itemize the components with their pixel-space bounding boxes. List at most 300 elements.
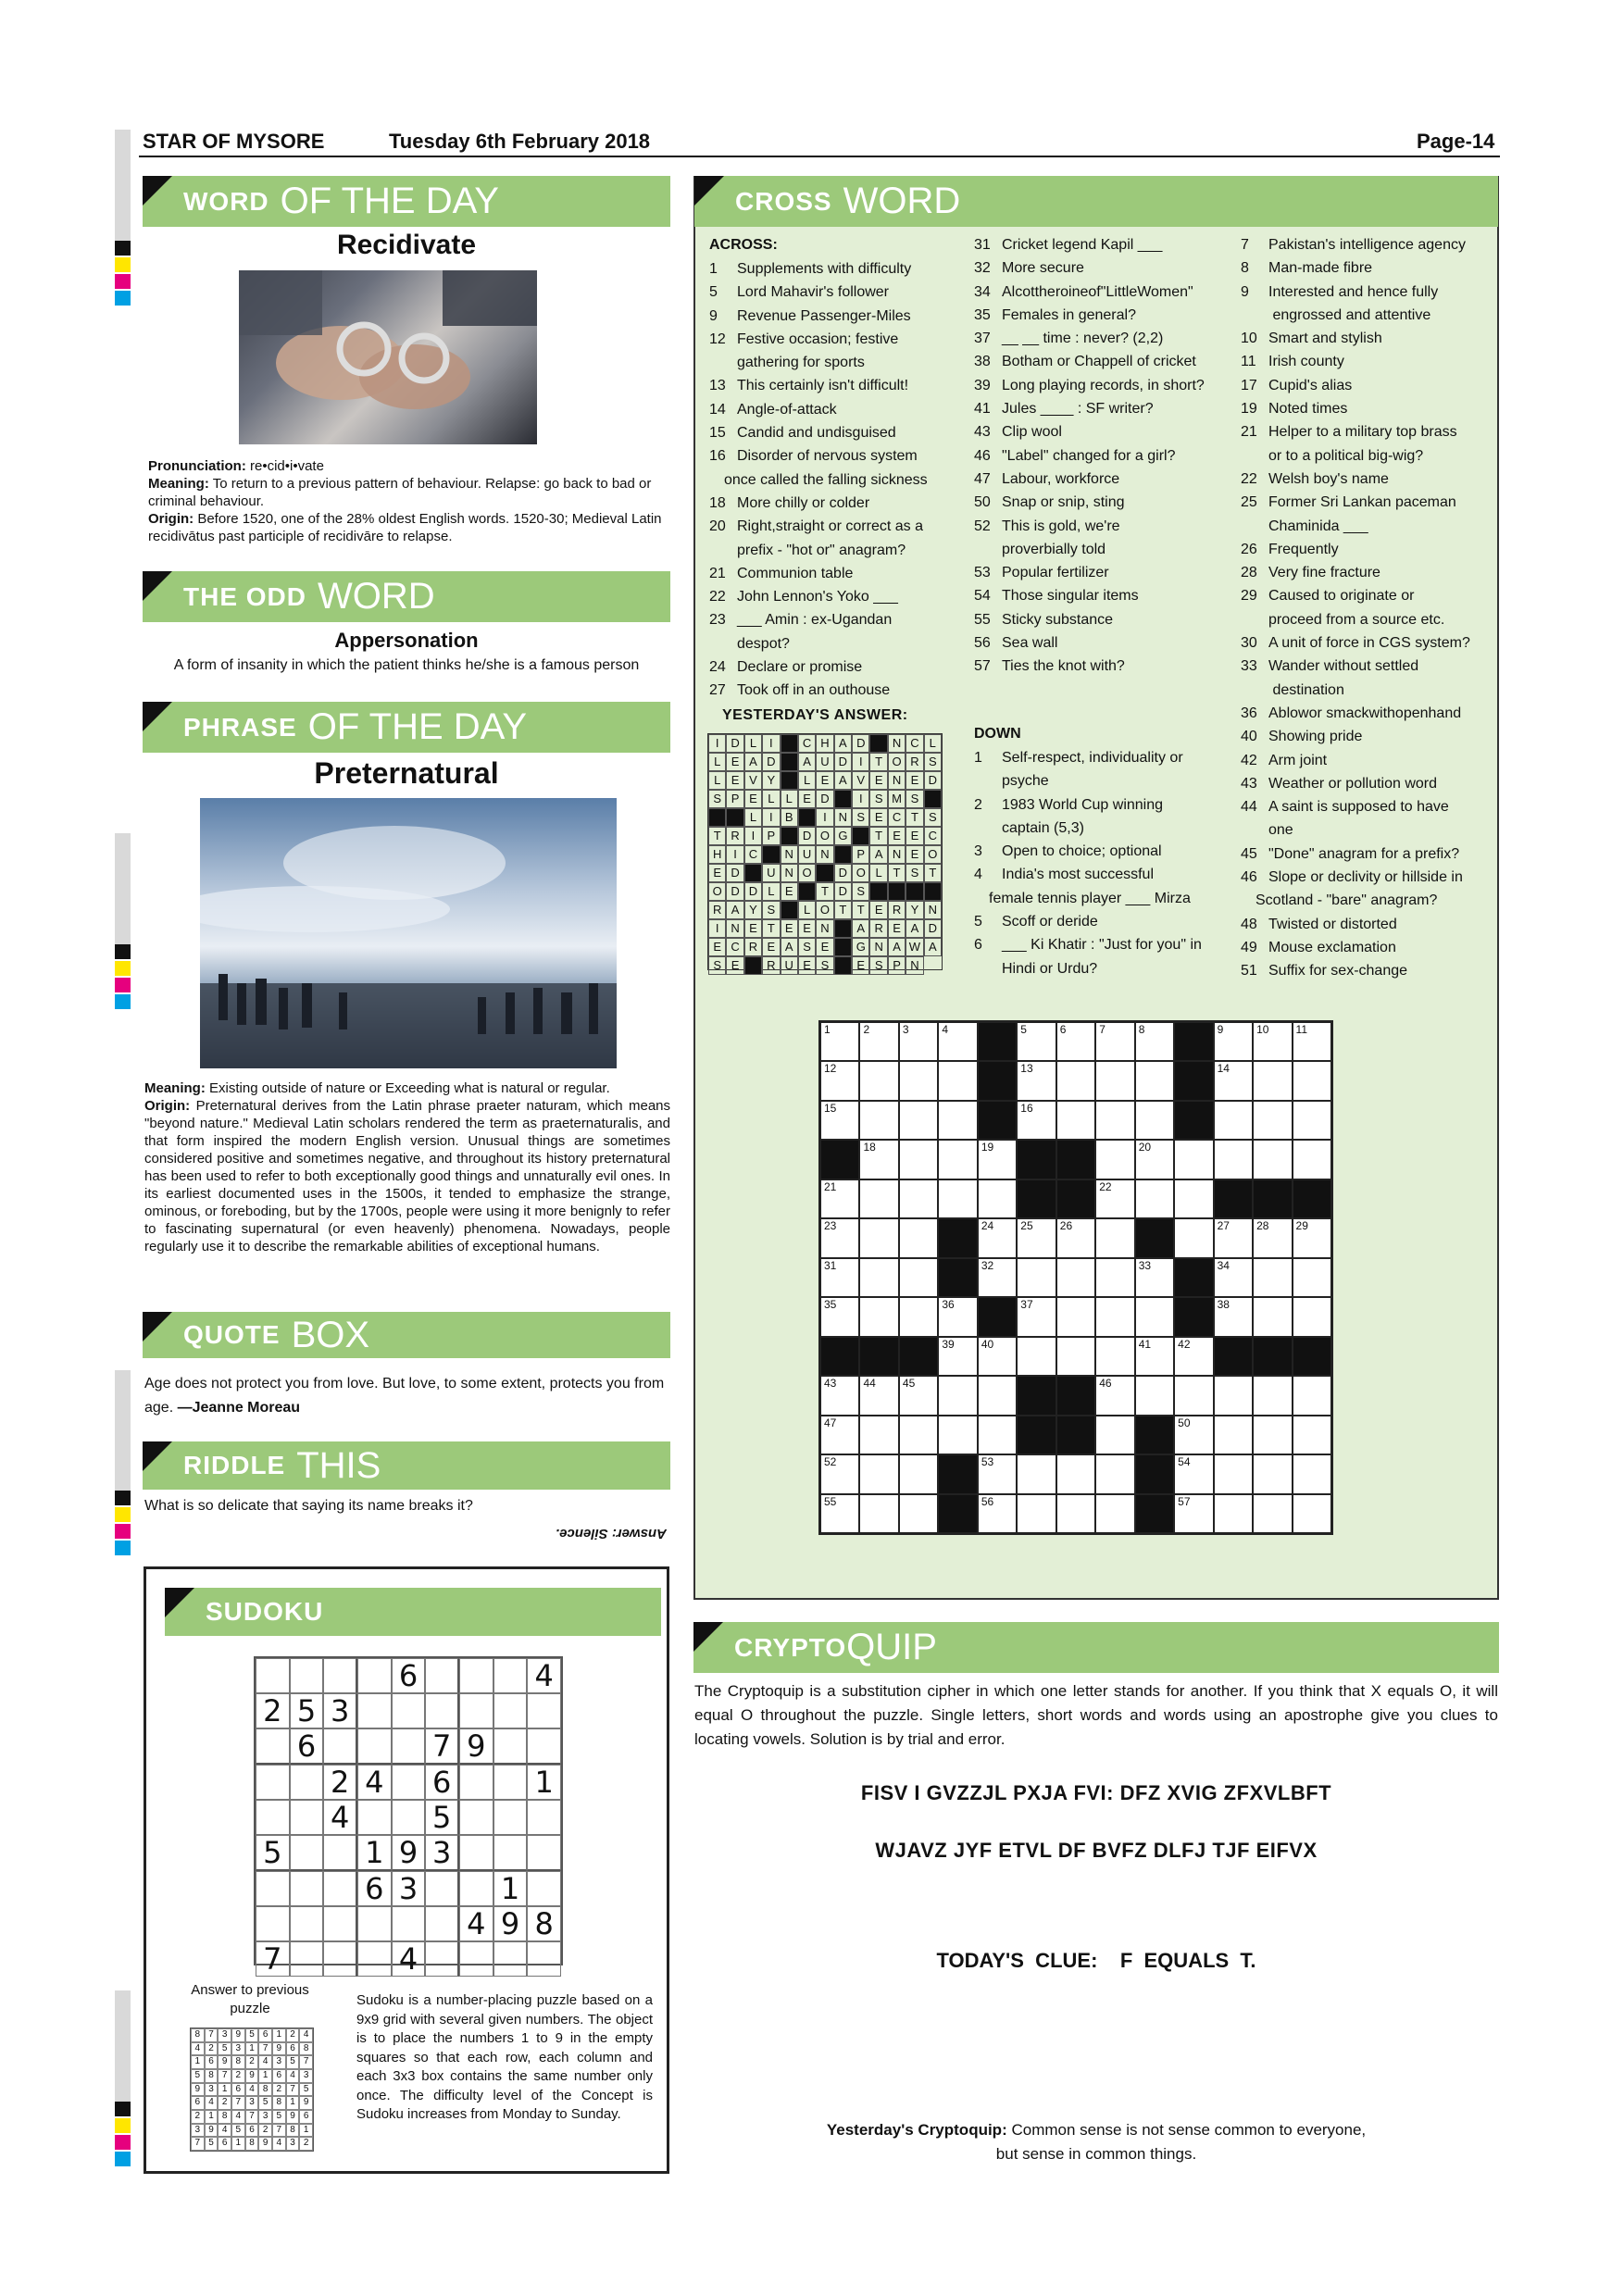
cell-number: 8 bbox=[1138, 1023, 1145, 1036]
crossword-cell[interactable] bbox=[1293, 1494, 1331, 1533]
crossword-cell[interactable] bbox=[1095, 1376, 1134, 1415]
crossword-cell[interactable] bbox=[1017, 1258, 1056, 1297]
crossword-grid[interactable] bbox=[818, 1020, 1333, 1535]
crossword-cell[interactable] bbox=[1293, 1454, 1331, 1493]
crossword-cell[interactable] bbox=[820, 1376, 859, 1415]
answer-cell: S bbox=[924, 808, 942, 827]
sudoku-cell[interactable] bbox=[493, 1765, 528, 1800]
sudoku-cell[interactable] bbox=[459, 1835, 493, 1871]
crossword-cell[interactable] bbox=[1174, 1376, 1213, 1415]
sudoku-cell[interactable]: 2 bbox=[323, 1765, 357, 1800]
crossword-cell[interactable] bbox=[899, 1416, 938, 1454]
crossword-cell[interactable] bbox=[1214, 1297, 1253, 1336]
sudoku-cell[interactable]: 5 bbox=[425, 1800, 459, 1835]
sudoku-cell[interactable]: 4 bbox=[357, 1765, 392, 1800]
crossword-cell[interactable] bbox=[1095, 1061, 1134, 1100]
answer-cell: 5 bbox=[245, 2028, 259, 2042]
crossword-cell[interactable] bbox=[899, 1454, 938, 1493]
crossword-cell[interactable] bbox=[1174, 1179, 1213, 1218]
answer-cell: 2 bbox=[205, 2042, 219, 2056]
answer-cell: E bbox=[798, 790, 816, 808]
crossword-cell[interactable] bbox=[1253, 1494, 1292, 1533]
crossword-cell[interactable] bbox=[1095, 1101, 1134, 1140]
answer-cell: 4 bbox=[205, 2096, 219, 2110]
crossword-cell[interactable] bbox=[1095, 1337, 1134, 1376]
sudoku-cell[interactable] bbox=[425, 1871, 459, 1906]
sudoku-cell[interactable] bbox=[527, 1871, 561, 1906]
reg-cyan bbox=[115, 2152, 131, 2166]
sudoku-cell[interactable] bbox=[425, 1658, 459, 1693]
sudoku-cell[interactable] bbox=[357, 1693, 392, 1728]
crossword-cell[interactable] bbox=[1253, 1454, 1292, 1493]
sudoku-cell[interactable] bbox=[527, 1941, 561, 1977]
crossword-cell bbox=[978, 1297, 1017, 1336]
crossword-cell[interactable] bbox=[938, 1061, 977, 1100]
crossword-cell[interactable] bbox=[1056, 1258, 1095, 1297]
sudoku-cell[interactable] bbox=[425, 1906, 459, 1941]
sudoku-cell[interactable] bbox=[493, 1800, 528, 1835]
clue bbox=[1241, 420, 1495, 443]
crossword-cell[interactable] bbox=[938, 1416, 977, 1454]
sudoku-cell[interactable] bbox=[357, 1800, 392, 1835]
sudoku-cell[interactable] bbox=[493, 1693, 528, 1728]
answer-cell: 9 bbox=[205, 2124, 219, 2138]
crossword-cell[interactable] bbox=[820, 1101, 859, 1140]
crossword-cell bbox=[1135, 1218, 1174, 1257]
sudoku-cell[interactable]: 6 bbox=[425, 1765, 459, 1800]
crossword-cell[interactable] bbox=[1095, 1454, 1134, 1493]
sudoku-cell[interactable] bbox=[425, 1693, 459, 1728]
sudoku-cell[interactable]: 1 bbox=[357, 1835, 392, 1871]
sudoku-cell[interactable] bbox=[323, 1871, 357, 1906]
sudoku-cell[interactable] bbox=[527, 1693, 561, 1728]
crossword-cell[interactable] bbox=[899, 1376, 938, 1415]
crossword-cell[interactable] bbox=[1056, 1061, 1095, 1100]
down-label: DOWN bbox=[974, 726, 1021, 742]
crossword-cell bbox=[1253, 1337, 1292, 1376]
crossword-cell[interactable] bbox=[1174, 1416, 1213, 1454]
answer-cell: E bbox=[816, 771, 833, 790]
answer-cell: S bbox=[708, 956, 726, 975]
sudoku-cell[interactable]: 7 bbox=[425, 1728, 459, 1765]
margin-bar bbox=[115, 1990, 131, 2102]
sudoku-cell[interactable] bbox=[527, 1835, 561, 1871]
crossword-cell[interactable] bbox=[1095, 1494, 1134, 1533]
sudoku-cell[interactable] bbox=[493, 1941, 528, 1977]
crossword-cell[interactable] bbox=[1135, 1297, 1174, 1336]
crossword-cell[interactable] bbox=[938, 1140, 977, 1179]
crossword-cell[interactable] bbox=[1214, 1218, 1253, 1257]
crossword-cell[interactable] bbox=[1056, 1218, 1095, 1257]
crossword-cell[interactable] bbox=[1214, 1061, 1253, 1100]
sudoku-cell[interactable]: 4 bbox=[323, 1800, 357, 1835]
crossword-cell[interactable] bbox=[1214, 1022, 1253, 1061]
sudoku-cell[interactable] bbox=[290, 1765, 324, 1800]
crossword-cell[interactable] bbox=[859, 1258, 898, 1297]
crossword-cell[interactable] bbox=[1214, 1376, 1253, 1415]
sudoku-cell[interactable] bbox=[392, 1693, 426, 1728]
crossword-cell[interactable] bbox=[1095, 1140, 1134, 1179]
sudoku-cell[interactable] bbox=[527, 1800, 561, 1835]
crossword-cell[interactable] bbox=[820, 1258, 859, 1297]
crossword-cell[interactable] bbox=[1017, 1101, 1056, 1140]
crossword-cell[interactable] bbox=[978, 1416, 1017, 1454]
sudoku-cell[interactable]: 9 bbox=[459, 1728, 493, 1765]
sudoku-cell[interactable]: 4 bbox=[392, 1941, 426, 1977]
crossword-cell[interactable] bbox=[978, 1337, 1017, 1376]
phrase-banner bbox=[143, 702, 670, 753]
clue bbox=[974, 910, 1243, 933]
crossword-cell[interactable] bbox=[1293, 1416, 1331, 1454]
sudoku-cell[interactable] bbox=[256, 1871, 290, 1906]
crossword-cell[interactable] bbox=[1056, 1022, 1095, 1061]
crossword-cell[interactable] bbox=[1135, 1140, 1174, 1179]
crossword-cell[interactable] bbox=[938, 1297, 977, 1336]
sudoku-cell[interactable] bbox=[323, 1658, 357, 1693]
sudoku-cell[interactable] bbox=[290, 1835, 324, 1871]
crossword-cell[interactable] bbox=[859, 1494, 898, 1533]
crossword-cell[interactable] bbox=[1253, 1218, 1292, 1257]
answer-cell: Y bbox=[906, 901, 923, 919]
crossword-cell[interactable] bbox=[859, 1179, 898, 1218]
crossword-cell[interactable] bbox=[1095, 1416, 1134, 1454]
crossword-cell[interactable] bbox=[1253, 1101, 1292, 1140]
crossword-cell[interactable] bbox=[820, 1061, 859, 1100]
sudoku-cell[interactable] bbox=[357, 1728, 392, 1765]
crossword-cell[interactable] bbox=[1174, 1218, 1213, 1257]
crossword-cell[interactable] bbox=[859, 1454, 898, 1493]
sudoku-cell[interactable]: 1 bbox=[527, 1765, 561, 1800]
cell-number: 39 bbox=[942, 1337, 955, 1351]
answer-cell: O bbox=[816, 827, 833, 845]
crossword-cell[interactable] bbox=[899, 1140, 938, 1179]
clue bbox=[709, 421, 978, 444]
answer-cell: D bbox=[852, 734, 869, 753]
answer-cell: 5 bbox=[258, 2096, 272, 2110]
crossword-cell bbox=[1056, 1416, 1095, 1454]
sudoku-cell[interactable]: 8 bbox=[527, 1906, 561, 1941]
answer-cell: 3 bbox=[231, 2042, 245, 2056]
answer-cell: 7 bbox=[191, 2137, 205, 2151]
crossword-cell[interactable] bbox=[1174, 1454, 1213, 1493]
sudoku-cell[interactable] bbox=[459, 1693, 493, 1728]
sudoku-cell[interactable] bbox=[425, 1941, 459, 1977]
crossword-cell[interactable] bbox=[978, 1218, 1017, 1257]
crossword-cell[interactable] bbox=[859, 1140, 898, 1179]
crossword-cell bbox=[938, 1218, 977, 1257]
crossword-cell[interactable] bbox=[1293, 1101, 1331, 1140]
crossword-cell[interactable] bbox=[820, 1022, 859, 1061]
crossword-cell[interactable] bbox=[859, 1101, 898, 1140]
crossword-cell[interactable] bbox=[1056, 1101, 1095, 1140]
clue bbox=[974, 397, 1243, 420]
clue-number: 1 bbox=[974, 750, 982, 766]
sudoku-cell[interactable] bbox=[392, 1906, 426, 1941]
answer-cell: Y bbox=[744, 901, 762, 919]
crossword-cell[interactable] bbox=[899, 1258, 938, 1297]
crossword-cell[interactable] bbox=[1253, 1258, 1292, 1297]
crossword-cell[interactable] bbox=[1095, 1258, 1134, 1297]
crossword-cell[interactable] bbox=[1174, 1337, 1213, 1376]
crossword-cell[interactable] bbox=[859, 1297, 898, 1336]
answer-cell: A bbox=[906, 919, 923, 938]
crossword-cell[interactable] bbox=[938, 1179, 977, 1218]
sudoku-cell[interactable] bbox=[256, 1906, 290, 1941]
clue-number: 8 bbox=[1241, 260, 1249, 277]
sudoku-cell[interactable]: 9 bbox=[392, 1835, 426, 1871]
crossword-cell[interactable] bbox=[1253, 1022, 1292, 1061]
answer-cell: N bbox=[726, 919, 743, 938]
cell-number: 46 bbox=[1099, 1377, 1112, 1391]
cell-number: 1 bbox=[824, 1023, 831, 1036]
crossword-cell[interactable] bbox=[978, 1140, 1017, 1179]
crossword-cell[interactable] bbox=[1135, 1022, 1174, 1061]
crossword-cell[interactable] bbox=[859, 1061, 898, 1100]
clue-number: 35 bbox=[974, 306, 991, 323]
sudoku-cell[interactable] bbox=[493, 1728, 528, 1765]
sudoku-grid[interactable] bbox=[254, 1656, 563, 1977]
sudoku-cell[interactable] bbox=[459, 1765, 493, 1800]
sudoku-cell[interactable] bbox=[290, 1800, 324, 1835]
sudoku-cell[interactable]: 3 bbox=[323, 1693, 357, 1728]
crossword-cell[interactable] bbox=[1214, 1101, 1253, 1140]
crossword-cell[interactable] bbox=[1095, 1022, 1134, 1061]
crossword-cell[interactable] bbox=[820, 1454, 859, 1493]
crossword-cell[interactable] bbox=[1253, 1376, 1292, 1415]
crossword-cell[interactable] bbox=[1214, 1416, 1253, 1454]
crossword-cell[interactable] bbox=[1174, 1494, 1213, 1533]
crossword-cell[interactable] bbox=[1293, 1061, 1331, 1100]
crossword-cell[interactable] bbox=[1293, 1376, 1331, 1415]
crossword-cell[interactable] bbox=[938, 1376, 977, 1415]
sudoku-cell[interactable] bbox=[323, 1906, 357, 1941]
crossword-cell[interactable] bbox=[1293, 1258, 1331, 1297]
answer-cell: 8 bbox=[299, 2042, 313, 2056]
clue-text: despot? bbox=[737, 635, 790, 652]
crossword-cell[interactable] bbox=[1056, 1494, 1095, 1533]
sudoku-cell[interactable]: 3 bbox=[392, 1871, 426, 1906]
reg-yellow bbox=[115, 961, 131, 976]
crossword-cell[interactable] bbox=[899, 1022, 938, 1061]
crossword-cell[interactable] bbox=[859, 1376, 898, 1415]
crossword-cell[interactable] bbox=[978, 1179, 1017, 1218]
sudoku-cell[interactable]: 9 bbox=[493, 1906, 528, 1941]
crossword-cell[interactable] bbox=[820, 1218, 859, 1257]
sudoku-cell[interactable] bbox=[527, 1728, 561, 1765]
sudoku-cell[interactable] bbox=[256, 1658, 290, 1693]
crossword-cell[interactable] bbox=[1017, 1454, 1056, 1493]
crossword-cell[interactable] bbox=[938, 1337, 977, 1376]
crossword-cell[interactable] bbox=[820, 1416, 859, 1454]
answer-cell: S bbox=[924, 753, 942, 771]
crossword-cell[interactable] bbox=[1253, 1297, 1292, 1336]
clue bbox=[709, 281, 978, 304]
crossword-cell[interactable] bbox=[1253, 1140, 1292, 1179]
crossword-cell[interactable] bbox=[859, 1416, 898, 1454]
crossword-cell[interactable] bbox=[1017, 1494, 1056, 1533]
answer-cell bbox=[781, 771, 798, 790]
crossword-cell[interactable] bbox=[899, 1101, 938, 1140]
sudoku-cell[interactable]: 6 bbox=[392, 1658, 426, 1693]
sudoku-cell[interactable] bbox=[290, 1658, 324, 1693]
clue-text: ___ Amin : ex-Ugandan bbox=[737, 612, 893, 629]
crossword-cell[interactable] bbox=[978, 1454, 1017, 1493]
across-label: ACROSS: bbox=[709, 237, 778, 253]
crossword-cell[interactable] bbox=[1135, 1061, 1174, 1100]
crossword-cell[interactable] bbox=[1056, 1297, 1095, 1336]
answer-cell: 8 bbox=[286, 2124, 300, 2138]
answer-cell bbox=[924, 790, 942, 808]
crossword-cell[interactable] bbox=[938, 1101, 977, 1140]
clue bbox=[709, 562, 978, 585]
sudoku-cell[interactable] bbox=[323, 1941, 357, 1977]
crossword-cell[interactable] bbox=[1017, 1218, 1056, 1257]
answer-cell: R bbox=[726, 827, 743, 845]
sudoku-cell[interactable]: 6 bbox=[290, 1728, 324, 1765]
crossword-cell[interactable] bbox=[899, 1494, 938, 1533]
crossword-cell[interactable] bbox=[1056, 1337, 1095, 1376]
cell-number: 45 bbox=[902, 1377, 916, 1391]
crossword-cell[interactable] bbox=[899, 1179, 938, 1218]
crossword-cell[interactable] bbox=[1293, 1218, 1331, 1257]
sudoku-cell[interactable] bbox=[459, 1658, 493, 1693]
crossword-cell[interactable] bbox=[820, 1494, 859, 1533]
answer-cell: 3 bbox=[218, 2028, 231, 2042]
clue-text: Weather or pollution word bbox=[1268, 775, 1438, 792]
cell-number: 2 bbox=[863, 1023, 870, 1036]
crossword-cell[interactable] bbox=[978, 1258, 1017, 1297]
cell-number: 27 bbox=[1217, 1219, 1230, 1233]
crossword-cell[interactable] bbox=[1017, 1337, 1056, 1376]
clue-text: one bbox=[1268, 822, 1293, 839]
sudoku-cell[interactable]: 3 bbox=[425, 1835, 459, 1871]
sudoku-cell[interactable]: 2 bbox=[256, 1693, 290, 1728]
sudoku-cell[interactable]: 5 bbox=[256, 1835, 290, 1871]
sudoku-cell[interactable]: 4 bbox=[527, 1658, 561, 1693]
answer-cell: N bbox=[888, 771, 906, 790]
crossword-cell[interactable] bbox=[1174, 1140, 1213, 1179]
sudoku-cell[interactable] bbox=[290, 1871, 324, 1906]
sudoku-banner bbox=[165, 1588, 661, 1636]
crossword-cell[interactable] bbox=[1293, 1022, 1331, 1061]
crossword-cell[interactable] bbox=[1135, 1337, 1174, 1376]
crossword-cell[interactable] bbox=[978, 1376, 1017, 1415]
answer-cell bbox=[888, 882, 906, 901]
reg-black bbox=[115, 944, 131, 959]
clue-number: 17 bbox=[1241, 377, 1257, 393]
crossword-cell[interactable] bbox=[1293, 1297, 1331, 1336]
sudoku-cell[interactable]: 7 bbox=[256, 1941, 290, 1977]
sudoku-cell[interactable]: 5 bbox=[290, 1693, 324, 1728]
crossword-cell[interactable] bbox=[820, 1179, 859, 1218]
crossword-cell[interactable] bbox=[1095, 1218, 1134, 1257]
answer-cell: C bbox=[798, 734, 816, 753]
cell-number: 55 bbox=[824, 1494, 837, 1508]
sudoku-cell[interactable] bbox=[459, 1800, 493, 1835]
crossword-cell[interactable] bbox=[1017, 1061, 1056, 1100]
crossword-cell[interactable] bbox=[1214, 1494, 1253, 1533]
clue bbox=[974, 631, 1243, 655]
reg-black bbox=[115, 1491, 131, 1505]
crossword-cell[interactable] bbox=[1095, 1179, 1134, 1218]
crossword-cell[interactable] bbox=[1214, 1454, 1253, 1493]
crossword-cell[interactable] bbox=[1095, 1297, 1134, 1336]
sudoku-cell[interactable] bbox=[459, 1941, 493, 1977]
crossword-cell[interactable] bbox=[899, 1061, 938, 1100]
answer-cell: 2 bbox=[245, 2055, 259, 2069]
crossword-cell[interactable] bbox=[1293, 1140, 1331, 1179]
crossword-cell[interactable] bbox=[978, 1494, 1017, 1533]
clue-text: Those singular items bbox=[1002, 588, 1139, 605]
answer-cell bbox=[781, 901, 798, 919]
sudoku-cell[interactable] bbox=[493, 1658, 528, 1693]
answer-cell: E bbox=[888, 919, 906, 938]
crossword-cell bbox=[1214, 1179, 1253, 1218]
crossword-cell[interactable] bbox=[938, 1022, 977, 1061]
answer-cell: D bbox=[834, 753, 852, 771]
sudoku-cell[interactable] bbox=[392, 1765, 426, 1800]
sudoku-cell[interactable] bbox=[357, 1941, 392, 1977]
clue-text: gathering for sports bbox=[737, 355, 865, 371]
crossword-cell[interactable] bbox=[1135, 1376, 1174, 1415]
crossword-cell[interactable] bbox=[1135, 1101, 1174, 1140]
answer-cell: 4 bbox=[286, 2069, 300, 2083]
sudoku-cell[interactable] bbox=[493, 1835, 528, 1871]
cell-number: 6 bbox=[1059, 1023, 1067, 1036]
sudoku-cell[interactable]: 4 bbox=[459, 1906, 493, 1941]
crossword-cell[interactable] bbox=[1017, 1297, 1056, 1336]
crossword-cell[interactable] bbox=[1135, 1179, 1174, 1218]
sudoku-cell[interactable] bbox=[323, 1835, 357, 1871]
crossword-cell[interactable] bbox=[820, 1297, 859, 1336]
crossword-cell[interactable] bbox=[859, 1218, 898, 1257]
sudoku-cell[interactable] bbox=[357, 1906, 392, 1941]
sudoku-cell[interactable]: 1 bbox=[493, 1871, 528, 1906]
sudoku-cell[interactable] bbox=[357, 1658, 392, 1693]
answer-cell: T bbox=[852, 901, 869, 919]
crossword-cell[interactable] bbox=[1253, 1061, 1292, 1100]
sudoku-cell[interactable] bbox=[290, 1906, 324, 1941]
crossword-cell[interactable] bbox=[1056, 1454, 1095, 1493]
sudoku-cell[interactable] bbox=[256, 1800, 290, 1835]
crossword-cell[interactable] bbox=[859, 1022, 898, 1061]
clue bbox=[974, 420, 1243, 443]
clue bbox=[1241, 959, 1495, 982]
answer-cell: 9 bbox=[286, 2110, 300, 2124]
sudoku-cell[interactable] bbox=[459, 1871, 493, 1906]
sudoku-cell[interactable] bbox=[290, 1941, 324, 1977]
sudoku-cell[interactable] bbox=[392, 1800, 426, 1835]
answer-cell bbox=[924, 882, 942, 901]
crossword-cell[interactable] bbox=[1214, 1258, 1253, 1297]
clue-text: Ties the knot with? bbox=[1002, 658, 1125, 675]
crossword-cell[interactable] bbox=[1017, 1022, 1056, 1061]
sudoku-cell[interactable] bbox=[392, 1728, 426, 1765]
crossword-cell[interactable] bbox=[1135, 1258, 1174, 1297]
crossword-cell[interactable] bbox=[1253, 1416, 1292, 1454]
answer-cell: 6 bbox=[299, 2110, 313, 2124]
answer-cell: N bbox=[906, 956, 923, 975]
crossword-cell[interactable] bbox=[1214, 1140, 1253, 1179]
sudoku-cell[interactable] bbox=[256, 1728, 290, 1765]
sudoku-cell[interactable]: 6 bbox=[357, 1871, 392, 1906]
crossword-cell bbox=[1017, 1179, 1056, 1218]
answer-cell: V bbox=[744, 771, 762, 790]
sudoku-cell[interactable] bbox=[256, 1765, 290, 1800]
crossword-cell[interactable] bbox=[899, 1297, 938, 1336]
sudoku-cell[interactable] bbox=[323, 1728, 357, 1765]
crossword-cell[interactable] bbox=[899, 1218, 938, 1257]
